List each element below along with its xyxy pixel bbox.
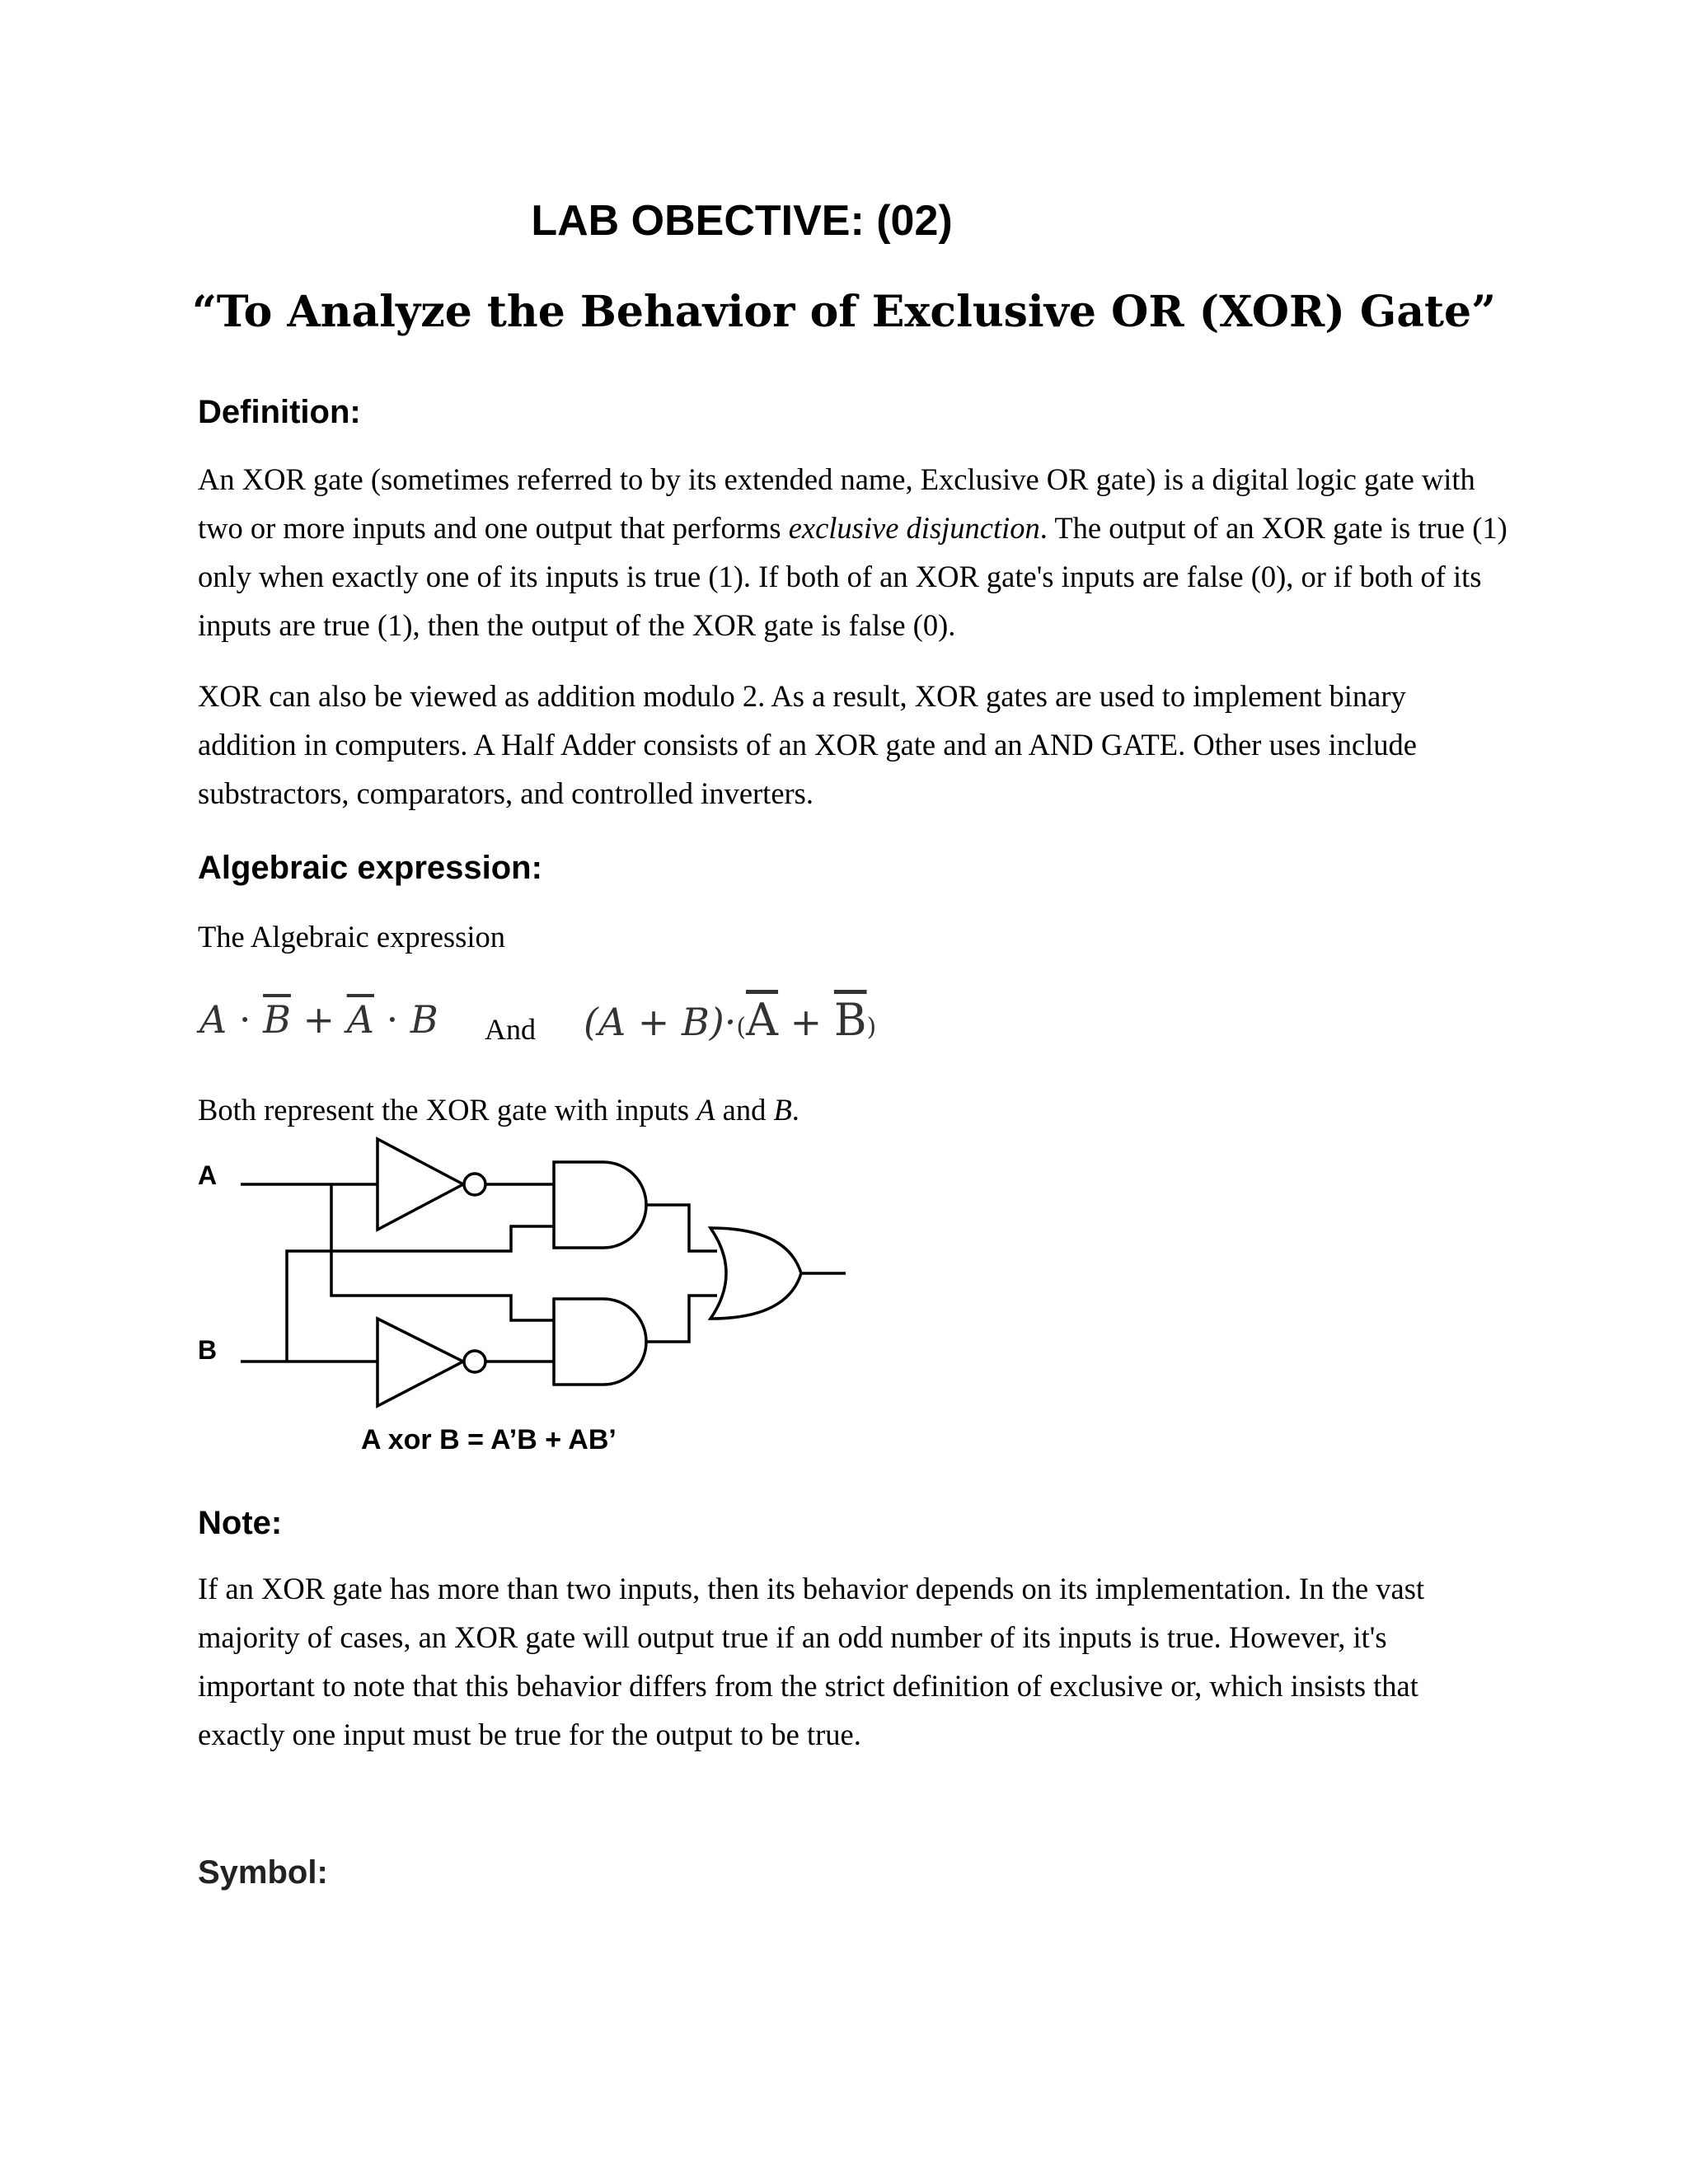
algebraic-intro: The Algebraic expression — [198, 920, 505, 954]
algebraic-heading: Algebraic expression: — [198, 850, 542, 886]
emphasis-term: exclusive disjunction — [788, 511, 1040, 545]
and-gate-lower — [554, 1299, 646, 1385]
circuit-caption: A xor B = A’B + AB’ — [361, 1424, 617, 1455]
and-word: And — [485, 1013, 536, 1046]
note-paragraph: If an XOR gate has more than two inputs, then its behavior depends on its implementation. In the vast majority of cases, an XOR gate will output true if an odd number of its inputs is true. However, it's important to note that this behavior differs from the strict definition of exclusive or, which insists that exactly one input must be true for the output to be true. — [198, 1572, 1425, 1751]
note-heading: Note: — [198, 1505, 283, 1541]
both-represent-text: Both represent the XOR gate with inputs A and B. — [198, 1093, 799, 1127]
definition-paragraph-2: XOR can also be viewed as addition modulo 2. As a result, XOR gates are used to implement binary addition in computers. A Half Adder consists of an XOR gate and an AND GATE. Other uses include substractors, comparators, and controlled inverters. — [198, 679, 1417, 810]
inverter-bubble-a — [464, 1174, 485, 1195]
or-gate — [710, 1228, 801, 1319]
and-gate-upper — [554, 1162, 646, 1248]
input-a-label: A — [198, 1160, 218, 1190]
lab-title: LAB OBECTIVE: (02) — [531, 197, 953, 245]
not-gate-a — [377, 1139, 463, 1230]
inverter-bubble-b — [464, 1351, 485, 1372]
symbol-heading: Symbol: — [198, 1854, 328, 1891]
expression-sum-of-products: $A \cdot \overline{B} + \overline{A} \cdot B$ — [199, 997, 438, 1042]
definition-paragraph-1: An XOR gate (sometimes referred to by its extended name, Exclusive OR gate) is a digital logic gate with two or more inputs and one output that performs exclusive disjunction. The output of an XOR gate is true (1) only when exactly one of its inputs is true (1). If both of an XOR gate's inputs are false (0), or if both of its inputs are true (1), then the output of the XOR gate is false (0). — [198, 462, 1507, 642]
not-gate-b — [377, 1319, 463, 1406]
expression-product-of-sums: $(A + B)\cdot(\overline{A} + \overline{B})$ — [584, 994, 877, 1046]
xor-circuit-diagram — [0, 1121, 907, 1409]
input-b-label: B — [198, 1335, 218, 1365]
page-subtitle: “To Analyze the Behavior of Exclusive OR (XOR) Gate” — [191, 287, 1497, 337]
definition-heading: Definition: — [198, 394, 361, 430]
